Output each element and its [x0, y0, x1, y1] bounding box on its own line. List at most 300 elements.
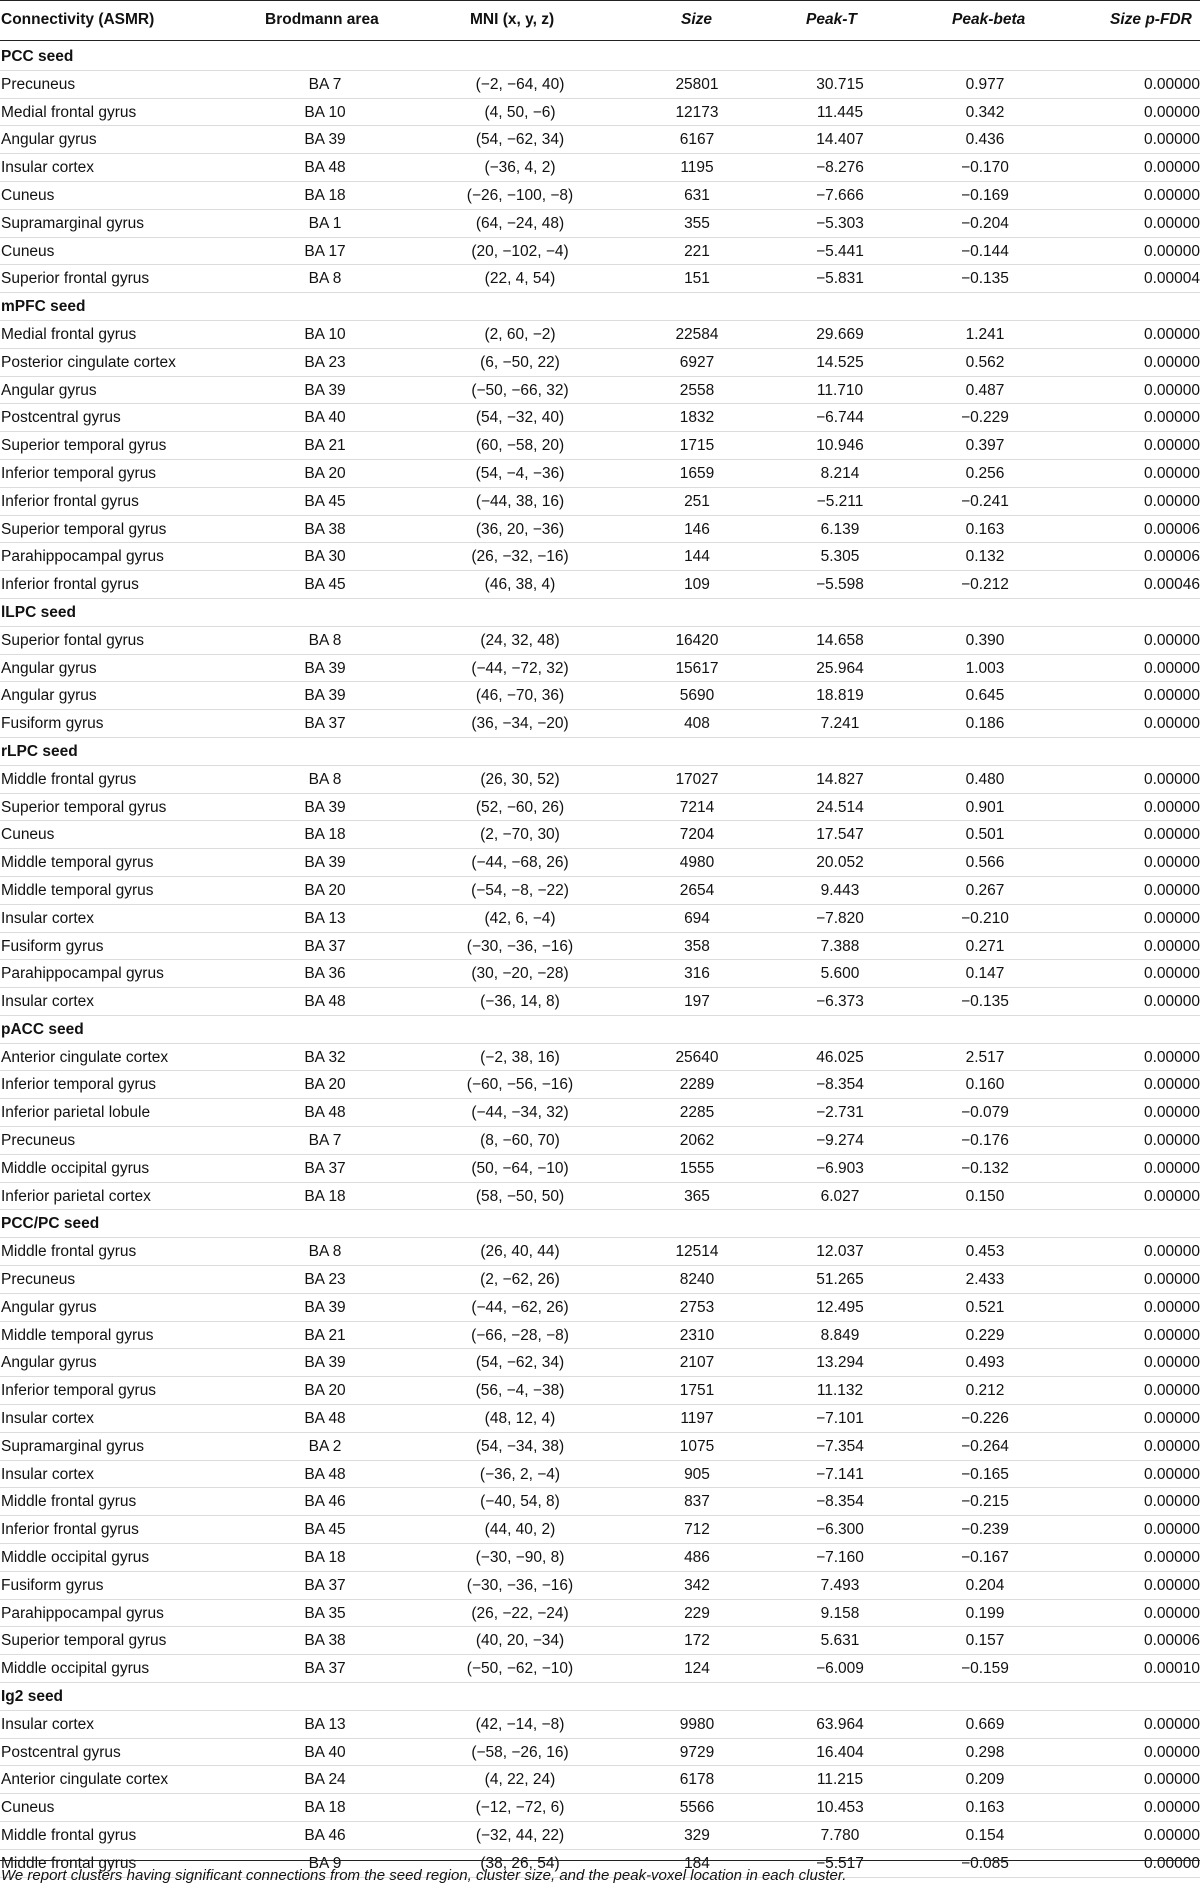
- cell-mni: (50, −64, −10): [471, 1159, 569, 1177]
- cell-mni: (−44, −62, 26): [471, 1298, 569, 1316]
- cell-size: 2310: [679, 1326, 715, 1344]
- cell-brodmann-area: BA 7: [308, 75, 342, 93]
- table-bottom-rule: [0, 1860, 1200, 1861]
- cell-peak-beta: 0.342: [965, 103, 1005, 121]
- table-row: [0, 1322, 1200, 1350]
- table-row: [0, 1739, 1200, 1767]
- table-row: [0, 1794, 1200, 1822]
- cell-size-p-fdr: 0.00000: [1143, 1354, 1200, 1372]
- cell-brodmann-area: BA 39: [304, 798, 346, 816]
- cell-mni: (56, −4, −38): [475, 1382, 565, 1400]
- cell-peak-beta: −0.085: [961, 1854, 1009, 1872]
- cell-region: Insular cortex: [1, 159, 95, 177]
- cell-size: 6927: [679, 353, 715, 371]
- cell-region: Middle frontal gyrus: [1, 1493, 137, 1511]
- cell-size-p-fdr: 0.00000: [1143, 186, 1200, 204]
- cell-size-p-fdr: 0.00000: [1143, 1187, 1200, 1205]
- cell-peak-t: 10.946: [816, 437, 864, 455]
- cell-brodmann-area: BA 39: [304, 381, 346, 399]
- cell-peak-beta: −0.226: [961, 1410, 1009, 1428]
- cell-size: 5566: [679, 1799, 715, 1817]
- cell-size-p-fdr: 0.00046: [1143, 576, 1200, 594]
- cell-size-p-fdr: 0.00000: [1143, 1604, 1200, 1622]
- cell-brodmann-area: BA 38: [304, 1632, 346, 1650]
- cell-region: Superior temporal gyrus: [1, 437, 167, 455]
- section-header-row: [0, 1683, 1200, 1711]
- cell-mni: (26, −22, −24): [471, 1604, 569, 1622]
- table-row: [0, 71, 1200, 99]
- cell-region: Middle frontal gyrus: [1, 770, 137, 788]
- cell-peak-beta: −0.079: [961, 1104, 1009, 1122]
- table-row: [0, 1266, 1200, 1294]
- cell-peak-beta: 0.154: [965, 1827, 1005, 1844]
- cell-brodmann-area: BA 48: [304, 159, 346, 177]
- cell-region: Insular cortex: [1, 909, 95, 927]
- cell-size: 1832: [679, 409, 715, 427]
- cell-mni: (26, 30, 52): [480, 770, 560, 788]
- cell-size-p-fdr: 0.00000: [1143, 75, 1200, 93]
- table-row: [0, 1155, 1200, 1183]
- cell-size-p-fdr: 0.00000: [1143, 770, 1200, 788]
- cell-size-p-fdr: 0.00000: [1143, 826, 1200, 844]
- cell-peak-t: 25.964: [816, 659, 864, 677]
- cell-peak-beta: 1.241: [965, 325, 1005, 343]
- cell-region: Fusiform gyrus: [1, 1576, 104, 1594]
- cell-peak-t: −8.354: [816, 1076, 864, 1094]
- section-title: rLPC seed: [1, 742, 78, 760]
- cell-mni: (−44, −34, 32): [471, 1104, 569, 1122]
- cell-size: 144: [684, 548, 710, 566]
- cell-brodmann-area: BA 37: [304, 1576, 346, 1594]
- cell-region: Insular cortex: [1, 1410, 95, 1428]
- cell-size: 229: [684, 1604, 710, 1622]
- cell-region: Middle frontal gyrus: [1, 1243, 137, 1261]
- cell-size: 486: [684, 1549, 710, 1567]
- cell-mni: (2, −70, 30): [480, 826, 560, 844]
- table-row: [0, 1516, 1200, 1544]
- cell-brodmann-area: BA 36: [304, 965, 346, 983]
- cell-size: 905: [684, 1465, 710, 1483]
- table-row: [0, 1544, 1200, 1572]
- table-row: [0, 794, 1200, 822]
- cell-size-p-fdr: 0.00000: [1143, 854, 1200, 872]
- cell-peak-beta: 0.901: [965, 798, 1005, 816]
- cell-mni: (−44, 38, 16): [475, 492, 565, 510]
- cell-peak-t: −7.101: [816, 1410, 864, 1428]
- table-row: [0, 960, 1200, 988]
- cell-peak-beta: 1.003: [965, 659, 1005, 677]
- cell-region: Angular gyrus: [1, 1298, 97, 1316]
- cell-region: Inferior frontal gyrus: [1, 576, 139, 594]
- cell-mni: (54, −62, 34): [475, 131, 565, 149]
- cell-size-p-fdr: 0.00000: [1143, 242, 1200, 260]
- cell-peak-beta: −0.144: [961, 242, 1009, 260]
- cell-size-p-fdr: 0.00000: [1143, 103, 1200, 121]
- cell-mni: (54, −4, −36): [475, 464, 565, 482]
- cell-peak-t: 14.525: [816, 353, 864, 371]
- cell-brodmann-area: BA 7: [308, 1132, 342, 1150]
- cell-region: Precuneus: [1, 75, 76, 93]
- cell-size: 4980: [679, 854, 715, 872]
- cell-size-p-fdr: 0.00000: [1143, 1771, 1200, 1789]
- table-row: [0, 1099, 1200, 1127]
- cell-brodmann-area: BA 20: [304, 881, 346, 899]
- cell-peak-beta: 0.186: [965, 715, 1005, 733]
- cell-mni: (4, 22, 24): [484, 1771, 556, 1789]
- cell-size: 8240: [679, 1271, 715, 1289]
- cell-brodmann-area: BA 8: [308, 270, 342, 288]
- cell-mni: (−44, −72, 32): [471, 659, 569, 677]
- cell-peak-beta: −0.135: [961, 270, 1009, 288]
- table-row: [0, 655, 1200, 683]
- cell-size-p-fdr: 0.00000: [1143, 659, 1200, 677]
- cell-region: Inferior frontal gyrus: [1, 492, 139, 510]
- cell-size-p-fdr: 0.00000: [1143, 631, 1200, 649]
- cell-peak-beta: 0.566: [965, 854, 1005, 872]
- cell-mni: (6, −50, 22): [480, 353, 560, 371]
- cell-brodmann-area: BA 46: [304, 1493, 346, 1511]
- cell-region: Superior frontal gyrus: [1, 270, 150, 288]
- cell-region: Anterior cingulate cortex: [1, 1048, 169, 1066]
- cell-region: Insular cortex: [1, 993, 95, 1011]
- cell-peak-beta: 0.298: [965, 1743, 1005, 1761]
- cell-mni: (42, 6, −4): [484, 909, 556, 927]
- cell-region: Fusiform gyrus: [1, 715, 104, 733]
- cell-mni: (−30, −36, −16): [466, 937, 574, 955]
- cell-peak-beta: 0.645: [965, 687, 1005, 705]
- cell-peak-beta: −0.229: [961, 409, 1009, 427]
- cell-size: 2289: [679, 1076, 715, 1094]
- cell-peak-beta: 0.977: [965, 75, 1005, 93]
- cell-peak-beta: 0.199: [965, 1604, 1005, 1622]
- cell-peak-beta: 0.669: [965, 1715, 1005, 1733]
- cell-region: Angular gyrus: [1, 687, 97, 705]
- cell-peak-t: 14.407: [816, 131, 864, 149]
- table-row: [0, 821, 1200, 849]
- cell-size: 184: [684, 1854, 710, 1872]
- cell-peak-beta: −0.239: [961, 1521, 1009, 1539]
- cell-size-p-fdr: 0.00000: [1143, 798, 1200, 816]
- table-row: [0, 516, 1200, 544]
- cell-mni: (40, 20, −34): [475, 1632, 565, 1650]
- section-title: pACC seed: [1, 1020, 84, 1038]
- cell-mni: (48, 12, 4): [484, 1410, 556, 1428]
- cell-peak-t: 30.715: [816, 75, 864, 93]
- table-row: [0, 1766, 1200, 1794]
- cell-mni: (−30, −90, 8): [475, 1549, 565, 1567]
- cell-size-p-fdr: 0.00000: [1143, 1048, 1200, 1066]
- section-title: PCC/PC seed: [1, 1215, 100, 1233]
- cell-size-p-fdr: 0.00000: [1143, 409, 1200, 427]
- cell-mni: (60, −58, 20): [475, 437, 565, 455]
- cell-brodmann-area: BA 18: [304, 1187, 346, 1205]
- cell-region: Cuneus: [1, 186, 55, 204]
- cell-peak-t: 8.214: [820, 464, 860, 482]
- cell-peak-beta: 0.521: [965, 1298, 1005, 1316]
- cell-size-p-fdr: 0.00000: [1143, 909, 1200, 927]
- cell-brodmann-area: BA 18: [304, 1549, 346, 1567]
- cell-region: Middle occipital gyrus: [1, 1549, 150, 1567]
- cell-peak-t: 9.158: [820, 1604, 860, 1622]
- cell-size-p-fdr: 0.00000: [1143, 1437, 1200, 1455]
- cell-size-p-fdr: 0.00000: [1143, 1271, 1200, 1289]
- table-row: [0, 321, 1200, 349]
- cell-peak-t: −5.598: [816, 576, 864, 594]
- cell-region: Inferior parietal cortex: [1, 1187, 151, 1205]
- cell-peak-t: 7.388: [820, 937, 860, 955]
- header-size: Size: [681, 11, 713, 28]
- table-row: [0, 99, 1200, 127]
- cell-size-p-fdr: 0.00000: [1143, 1132, 1200, 1150]
- cell-peak-beta: 0.204: [965, 1576, 1005, 1594]
- header-mni: MNI (x, y, z): [470, 11, 555, 28]
- table-row: [0, 265, 1200, 293]
- cell-mni: (−2, −64, 40): [475, 75, 565, 93]
- cell-region: Cuneus: [1, 242, 55, 260]
- cell-size: 712: [684, 1521, 710, 1539]
- cell-size: 1075: [679, 1437, 715, 1455]
- table-row: [0, 1433, 1200, 1461]
- cell-peak-t: −9.274: [816, 1132, 864, 1150]
- cell-region: Angular gyrus: [1, 1354, 97, 1372]
- cell-brodmann-area: BA 18: [304, 826, 346, 844]
- cell-size-p-fdr: 0.00000: [1143, 1410, 1200, 1428]
- cell-brodmann-area: BA 48: [304, 1104, 346, 1122]
- table-row: [0, 1822, 1200, 1850]
- cell-peak-beta: 0.267: [965, 881, 1005, 899]
- cell-size: 2107: [679, 1354, 715, 1372]
- table-row: [0, 1238, 1200, 1266]
- cell-mni: (8, −60, 70): [480, 1132, 560, 1150]
- cell-peak-t: −7.141: [816, 1465, 864, 1483]
- cell-region: Middle temporal gyrus: [1, 1326, 154, 1344]
- cell-peak-t: −5.303: [816, 214, 864, 232]
- table-row: [0, 766, 1200, 794]
- cell-peak-beta: 0.209: [965, 1771, 1005, 1789]
- table-row: [0, 1572, 1200, 1600]
- cell-region: Angular gyrus: [1, 659, 97, 677]
- cell-brodmann-area: BA 37: [304, 1660, 346, 1678]
- cell-size: 2654: [679, 881, 715, 899]
- cell-region: Precuneus: [1, 1271, 76, 1289]
- cell-mni: (52, −60, 26): [475, 798, 565, 816]
- cell-brodmann-area: BA 30: [304, 548, 346, 566]
- cell-brodmann-area: BA 45: [304, 576, 346, 594]
- cell-peak-beta: 2.517: [965, 1048, 1005, 1066]
- table-row: [0, 1349, 1200, 1377]
- cell-brodmann-area: BA 21: [304, 1326, 346, 1344]
- cell-size: 1195: [680, 159, 714, 177]
- section-header-row: [0, 1016, 1200, 1044]
- cell-brodmann-area: BA 48: [304, 1465, 346, 1483]
- cell-mni: (−50, −66, 32): [471, 381, 569, 399]
- cell-size-p-fdr: 0.00000: [1143, 937, 1200, 955]
- cell-brodmann-area: BA 18: [304, 1799, 346, 1817]
- table-row: [0, 905, 1200, 933]
- cell-size-p-fdr: 0.00000: [1143, 993, 1200, 1011]
- cell-peak-beta: −0.167: [961, 1549, 1009, 1567]
- cell-size: 2062: [679, 1132, 715, 1150]
- cell-peak-beta: −0.215: [961, 1493, 1009, 1511]
- cell-mni: (−2, 38, 16): [480, 1048, 560, 1066]
- cell-size-p-fdr: 0.00000: [1143, 1076, 1200, 1094]
- cell-mni: (42, −14, −8): [475, 1715, 565, 1733]
- header-peak-t: Peak-T: [806, 11, 857, 28]
- cell-size-p-fdr: 0.00000: [1143, 1243, 1200, 1261]
- cell-peak-t: −2.731: [816, 1104, 864, 1122]
- cell-mni: (24, 32, 48): [480, 631, 560, 649]
- cell-size: 197: [684, 993, 710, 1011]
- cell-peak-t: −6.373: [816, 993, 864, 1011]
- cell-size-p-fdr: 0.00000: [1143, 214, 1200, 232]
- cell-size-p-fdr: 0.00000: [1143, 464, 1200, 482]
- cell-peak-beta: 0.147: [965, 965, 1005, 983]
- cell-size: 316: [684, 965, 710, 983]
- cell-peak-beta: 0.397: [965, 437, 1005, 455]
- cell-size: 329: [684, 1827, 710, 1844]
- cell-size: 694: [684, 909, 710, 927]
- cell-mni: (64, −24, 48): [475, 214, 565, 232]
- cell-peak-t: −8.276: [816, 159, 864, 177]
- cell-size: 6167: [679, 131, 715, 149]
- table-row: [0, 682, 1200, 710]
- cell-peak-beta: −0.241: [961, 492, 1009, 510]
- cell-size-p-fdr: 0.00000: [1143, 1382, 1200, 1400]
- cell-mni: (−58, −26, 16): [471, 1743, 569, 1761]
- cell-size: 221: [684, 242, 710, 260]
- cell-region: Middle occipital gyrus: [1, 1660, 150, 1678]
- section-title: Ig2 seed: [1, 1688, 64, 1706]
- cell-peak-beta: 0.453: [965, 1243, 1005, 1261]
- cell-region: Postcentral gyrus: [1, 1743, 121, 1761]
- cell-region: Cuneus: [1, 826, 55, 844]
- cell-mni: (54, −34, 38): [475, 1437, 565, 1455]
- table-row: [0, 627, 1200, 655]
- table-row: [0, 988, 1200, 1016]
- cell-mni: (26, −32, −16): [471, 548, 569, 566]
- cell-region: Anterior cingulate cortex: [1, 1771, 169, 1789]
- cell-peak-t: 7.241: [820, 715, 860, 733]
- cell-peak-t: −6.744: [816, 409, 864, 427]
- cell-mni: (−66, −28, −8): [471, 1326, 569, 1344]
- cell-size: 1751: [679, 1382, 715, 1400]
- table-row: [0, 1294, 1200, 1322]
- table-row: [0, 1405, 1200, 1433]
- cell-brodmann-area: BA 46: [304, 1827, 346, 1844]
- table-row: [0, 1711, 1200, 1739]
- cell-mni: (−26, −100, −8): [466, 186, 574, 204]
- table-footnote: We report clusters having significant connections from the seed region, cluster size, and the peak-voxel location in each cluster.: [1, 1867, 847, 1884]
- cell-peak-beta: 0.487: [965, 381, 1005, 399]
- cell-mni: (38, 26, 54): [480, 1854, 560, 1872]
- cell-brodmann-area: BA 10: [304, 103, 346, 121]
- cell-size: 342: [684, 1576, 710, 1594]
- cell-peak-t: 14.827: [816, 770, 864, 788]
- cell-region: Superior temporal gyrus: [1, 520, 167, 538]
- cell-mni: (−40, 54, 8): [480, 1493, 560, 1511]
- cell-size: 1659: [679, 464, 715, 482]
- table-row: [0, 1377, 1200, 1405]
- cell-peak-t: −6.300: [816, 1521, 864, 1539]
- cell-peak-t: 6.027: [820, 1187, 860, 1205]
- cell-brodmann-area: BA 37: [304, 937, 346, 955]
- cell-peak-t: −7.820: [816, 909, 864, 927]
- cell-peak-t: 11.215: [816, 1771, 864, 1789]
- cell-mni: (36, 20, −36): [475, 520, 565, 538]
- cell-size-p-fdr: 0.00006: [1143, 1632, 1200, 1650]
- cell-peak-t: −5.211: [816, 492, 864, 510]
- cell-peak-beta: 0.256: [965, 464, 1005, 482]
- cell-brodmann-area: BA 8: [308, 770, 342, 788]
- section-header-row: [0, 599, 1200, 627]
- cell-brodmann-area: BA 45: [304, 1521, 346, 1539]
- cell-size-p-fdr: 0.00000: [1143, 1715, 1200, 1733]
- cell-size: 631: [684, 186, 710, 204]
- cell-region: Medial frontal gyrus: [1, 325, 137, 343]
- cell-peak-t: 17.547: [816, 826, 864, 844]
- cell-region: Angular gyrus: [1, 131, 97, 149]
- cell-peak-beta: 0.163: [965, 520, 1005, 538]
- cell-size-p-fdr: 0.00000: [1143, 1104, 1200, 1122]
- cell-size: 5690: [679, 687, 715, 705]
- cell-peak-beta: −0.165: [961, 1465, 1009, 1483]
- cell-size: 2753: [679, 1298, 715, 1316]
- cell-brodmann-area: BA 45: [304, 492, 346, 510]
- cell-size: 9729: [679, 1743, 715, 1761]
- table-row: [0, 933, 1200, 961]
- cell-size-p-fdr: 0.00000: [1143, 1493, 1200, 1511]
- cell-region: Postcentral gyrus: [1, 409, 121, 427]
- cell-peak-beta: 0.132: [965, 548, 1005, 566]
- table-row: [0, 1044, 1200, 1072]
- cell-brodmann-area: BA 13: [304, 1715, 346, 1733]
- cell-size-p-fdr: 0.00006: [1143, 520, 1200, 538]
- cell-peak-beta: 0.480: [965, 770, 1005, 788]
- cell-brodmann-area: BA 20: [304, 464, 346, 482]
- cell-peak-beta: −0.210: [961, 909, 1009, 927]
- cell-size-p-fdr: 0.00000: [1143, 965, 1200, 983]
- table-row: [0, 710, 1200, 738]
- cell-size-p-fdr: 0.00000: [1143, 1298, 1200, 1316]
- cell-region: Middle occipital gyrus: [1, 1159, 150, 1177]
- table-row: [0, 1627, 1200, 1655]
- header-size-p-fdr: Size p-FDR: [1110, 11, 1192, 28]
- cell-mni: (54, −32, 40): [475, 409, 565, 427]
- cell-size-p-fdr: 0.00000: [1143, 1521, 1200, 1539]
- cell-brodmann-area: BA 40: [304, 1743, 346, 1761]
- cell-size: 251: [684, 492, 710, 510]
- cell-region: Parahippocampal gyrus: [1, 965, 164, 983]
- cell-brodmann-area: BA 10: [304, 325, 346, 343]
- cell-size: 15617: [675, 659, 719, 677]
- cell-peak-t: 11.445: [816, 103, 864, 121]
- cell-size: 837: [684, 1493, 710, 1511]
- table-row: [0, 1488, 1200, 1516]
- cell-brodmann-area: BA 17: [304, 242, 346, 260]
- cell-peak-beta: 0.157: [965, 1632, 1005, 1650]
- cell-region: Insular cortex: [1, 1465, 95, 1483]
- cell-size: 172: [684, 1632, 710, 1650]
- cell-peak-t: 13.294: [816, 1354, 864, 1372]
- cell-peak-t: 16.404: [816, 1743, 864, 1761]
- cell-region: Insular cortex: [1, 1715, 95, 1733]
- cell-size-p-fdr: 0.00000: [1143, 1159, 1200, 1177]
- cell-brodmann-area: BA 32: [304, 1048, 346, 1066]
- cell-peak-beta: 0.271: [965, 937, 1005, 955]
- table-row: [0, 238, 1200, 266]
- cell-region: Middle frontal gyrus: [1, 1827, 137, 1844]
- table-row: [0, 571, 1200, 599]
